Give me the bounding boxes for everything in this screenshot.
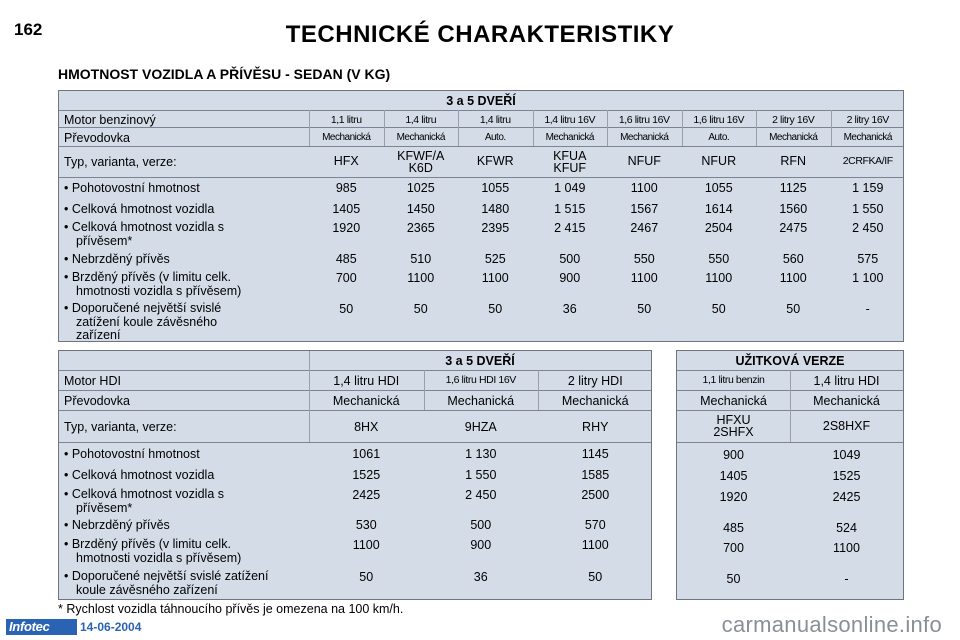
cell-value-braked: 1100 [705, 271, 733, 285]
cell-engine: 2 litry 16V [772, 114, 815, 126]
cell-type: KFUA KFUF [553, 149, 587, 175]
cell-gearbox: Mechanická [813, 394, 880, 408]
cell-gearbox: Mechanická [700, 394, 767, 408]
table-header: 3 a 5 DVEŘÍ [445, 354, 515, 368]
cell-value-unbraked: 560 [782, 252, 804, 266]
petrol-weights-table [58, 90, 904, 342]
cell-value-gross-trailer: 1920 [719, 490, 748, 504]
cell-engine: 2 litry 16V [846, 114, 889, 126]
cell-value-curb: 1025 [406, 181, 435, 195]
print-date: 14-06-2004 [80, 620, 142, 634]
cell-value-gross-trailer: 2395 [481, 221, 510, 235]
row-label-braked [64, 538, 241, 565]
cell-gearbox: Mechanická [620, 132, 669, 143]
cell-type: HFXU 2SHFX [713, 413, 754, 439]
cell-value-unbraked: 550 [633, 252, 655, 266]
cell-value-nose: 50 [588, 570, 603, 584]
cell-value-gross-trailer: 2504 [704, 221, 733, 235]
cell-value-gross-trailer: 2 450 [852, 221, 884, 235]
cell-value-braked: 1100 [407, 271, 435, 285]
label-line: koule závěsného zařízení [76, 582, 218, 597]
cell-engine: 1,4 litru HDI [813, 374, 880, 388]
cell-value-nose: 50 [711, 302, 726, 316]
cell-value-gross: 1 550 [465, 468, 497, 482]
cell-engine: 1,6 litru 16V [693, 114, 745, 126]
cell-engine: 1,4 litru HDI [333, 374, 400, 388]
cell-gearbox: Mechanická [561, 394, 629, 408]
cell-gearbox: Auto. [484, 132, 506, 143]
cell-value-nose: - [844, 572, 849, 586]
label-line: • Doporučené největší svislé [64, 301, 222, 315]
cell-value-gross: 1525 [832, 469, 861, 483]
cell-value-gross: 1405 [719, 469, 748, 483]
row-label-unbraked: • Nebrzděný přívěs [64, 518, 170, 532]
row-label-unbraked: • Nebrzděný přívěs [64, 252, 170, 266]
cell-engine: 1,4 litru [479, 114, 511, 126]
row-label-gross-weight: • Celková hmotnost vozidla [64, 468, 215, 482]
row-label-curb-weight: • Pohotovostní hmotnost [64, 447, 200, 461]
cell-value-unbraked: 524 [836, 521, 857, 535]
cell-value-unbraked: 575 [857, 252, 879, 266]
cell-gearbox: Mechanická [843, 132, 892, 143]
cell-value-gross: 1614 [704, 202, 733, 216]
cell-value-nose: 36 [562, 302, 577, 316]
cell-value-gross: 1405 [332, 202, 361, 216]
cell-value-gross: 1 515 [554, 202, 586, 216]
cell-value-unbraked: 485 [335, 252, 357, 266]
cell-value-curb: 1055 [481, 181, 510, 195]
cell-engine: 1,4 litru [405, 114, 437, 126]
cell-value-unbraked: 500 [470, 518, 492, 532]
label-line: • Brzděný přívěs (v limitu celk. [64, 537, 231, 551]
cell-value-curb: 985 [335, 181, 357, 195]
cell-engine: 1,1 litru [330, 114, 362, 126]
cell-value-nose: 50 [413, 302, 428, 316]
cell-value-curb: 1061 [352, 447, 381, 461]
cell-value-gross: 1560 [779, 202, 808, 216]
cell-value-gross-trailer: 2475 [779, 221, 808, 235]
cell-value-gross-trailer: 1920 [332, 221, 361, 235]
cell-value-unbraked: 500 [559, 252, 581, 266]
page-number: 162 [14, 20, 43, 39]
cell-gearbox: Mechanická [332, 394, 400, 408]
cell-value-curb: 1145 [581, 447, 609, 461]
cell-gearbox: Mechanická [322, 132, 371, 143]
row-label-nose-load [64, 570, 268, 597]
cell-value-gross-trailer: 2 450 [465, 488, 497, 502]
label-line: • Brzděný přívěs (v limitu celk. [64, 270, 231, 284]
cell-gearbox: Mechanická [396, 132, 445, 143]
cell-value-nose: 50 [488, 302, 503, 316]
cell-engine: 1,1 litru benzin [702, 374, 765, 386]
cell-gearbox: Mechanická [447, 394, 515, 408]
cell-value-gross-trailer: 2500 [581, 488, 610, 502]
cell-value-nose: 50 [726, 572, 741, 586]
cell-value-unbraked: 485 [723, 521, 744, 535]
cell-engine: 2 litry HDI [567, 374, 623, 388]
label-line: hmotnosti vozidla s přívěsem) [76, 283, 242, 298]
cell-type: KFWR [476, 154, 514, 168]
row-label-gross-with-trailer [64, 221, 224, 248]
row-label-nose-load [64, 302, 221, 343]
hdi-weights-table [58, 350, 652, 600]
cell-type: 2S8HXF [822, 419, 871, 433]
label-line: • Doporučené největší svislé zatížení [64, 569, 269, 583]
cell-value-braked: 1100 [481, 271, 509, 285]
row-label-gearbox: Převodovka [64, 131, 131, 145]
cell-value-nose: 50 [359, 570, 374, 584]
row-label-gross-weight: • Celková hmotnost vozidla [64, 202, 215, 216]
cell-value-curb: 1049 [832, 448, 861, 462]
cell-value-gross-trailer: 2365 [406, 221, 435, 235]
cell-value-braked: 1100 [779, 271, 807, 285]
cell-type: KFWF/A K6D [397, 149, 445, 175]
row-label-type: Typ, varianta, verze: [64, 155, 177, 169]
cell-value-braked: 1100 [581, 538, 609, 552]
cell-value-gross: 1 550 [852, 202, 884, 216]
row-label-braked [64, 271, 241, 298]
cell-type: 2CRFKA/IF [842, 155, 893, 167]
cell-value-gross-trailer: 2425 [832, 490, 861, 504]
label-line: • Celková hmotnost vozidla s [64, 487, 225, 501]
cell-value-braked: 700 [723, 541, 744, 555]
label-line: přívěsem* [76, 500, 133, 515]
cell-engine: 1,4 litru 16V [544, 114, 596, 126]
row-label-curb-weight: • Pohotovostní hmotnost [64, 181, 200, 195]
row-label-gearbox: Převodovka [64, 394, 131, 408]
section-subtitle: HMOTNOST VOZIDLA A PŘÍVĚSU - SEDAN (V KG) [58, 66, 391, 82]
cell-type: RHY [582, 420, 609, 434]
cell-gearbox: Mechanická [545, 132, 594, 143]
utility-weights-table [676, 350, 904, 600]
page-title: TECHNICKÉ CHARAKTERISTIKY [285, 21, 675, 48]
row-label-gross-with-trailer [64, 488, 224, 515]
cell-value-braked: 1100 [352, 538, 380, 552]
cell-type: RFN [780, 154, 807, 168]
label-line: • Celková hmotnost vozidla s [64, 220, 225, 234]
row-label-engine: Motor benzinový [64, 113, 156, 127]
cell-value-nose: 36 [473, 570, 488, 584]
cell-value-curb: 1125 [779, 181, 807, 195]
cell-engine: 1,6 litru HDI 16V [445, 374, 516, 386]
cell-value-unbraked: 530 [355, 518, 377, 532]
label-line: hmotnosti vozidla s přívěsem) [76, 550, 242, 565]
label-line: přívěsem* [76, 233, 133, 248]
cell-value-gross: 1480 [481, 202, 510, 216]
cell-value-unbraked: 550 [708, 252, 730, 266]
cell-value-curb: 1 159 [852, 181, 884, 195]
cell-type: 9HZA [464, 420, 497, 434]
cell-engine: 1,6 litru 16V [618, 114, 670, 126]
infotec-logo: Infotec [6, 619, 77, 635]
cell-value-curb: 900 [723, 448, 744, 462]
cell-value-braked: 900 [470, 538, 492, 552]
cell-value-braked: 1 100 [852, 271, 884, 285]
cell-value-nose: 50 [339, 302, 354, 316]
watermark: carmanualsonline.info [721, 612, 942, 637]
cell-value-braked: 1100 [630, 271, 658, 285]
cell-value-curb: 1055 [704, 181, 733, 195]
cell-value-gross-trailer: 2467 [630, 221, 659, 235]
cell-value-nose: 50 [637, 302, 652, 316]
row-label-type: Typ, varianta, verze: [64, 420, 177, 434]
table-header: 3 a 5 DVEŘÍ [446, 94, 516, 108]
cell-type: NFUR [701, 154, 737, 168]
cell-value-braked: 1100 [833, 541, 860, 555]
cell-gearbox: Auto. [708, 132, 730, 143]
cell-value-gross: 1525 [352, 468, 381, 482]
cell-value-gross-trailer: 2 415 [554, 221, 586, 235]
footnote: * Rychlost vozidla táhnoucího přívěs je omezena na 100 km/h. [58, 602, 404, 616]
row-label-engine: Motor HDI [64, 374, 121, 388]
cell-value-nose: - [865, 302, 870, 316]
table-header: UŽITKOVÁ VERZE [735, 354, 845, 368]
cell-value-curb: 1100 [630, 181, 658, 195]
cell-value-unbraked: 510 [410, 252, 432, 266]
label-line: zatížení koule závěsného [76, 314, 218, 329]
cell-value-nose: 50 [786, 302, 801, 316]
cell-type: HFX [333, 154, 359, 168]
cell-value-gross-trailer: 2425 [352, 488, 381, 502]
cell-value-gross: 1567 [630, 202, 659, 216]
cell-type: NFUF [627, 154, 661, 168]
cell-value-unbraked: 570 [584, 518, 606, 532]
cell-value-braked: 900 [559, 271, 581, 285]
label-line: zařízení [76, 328, 121, 342]
cell-value-unbraked: 525 [484, 252, 506, 266]
cell-value-braked: 700 [335, 271, 357, 285]
cell-gearbox: Mechanická [769, 132, 818, 143]
cell-value-curb: 1 049 [554, 181, 586, 195]
cell-value-curb: 1 130 [465, 447, 497, 461]
cell-type: 8HX [354, 420, 379, 434]
cell-value-gross: 1450 [406, 202, 435, 216]
cell-value-gross: 1585 [581, 468, 610, 482]
